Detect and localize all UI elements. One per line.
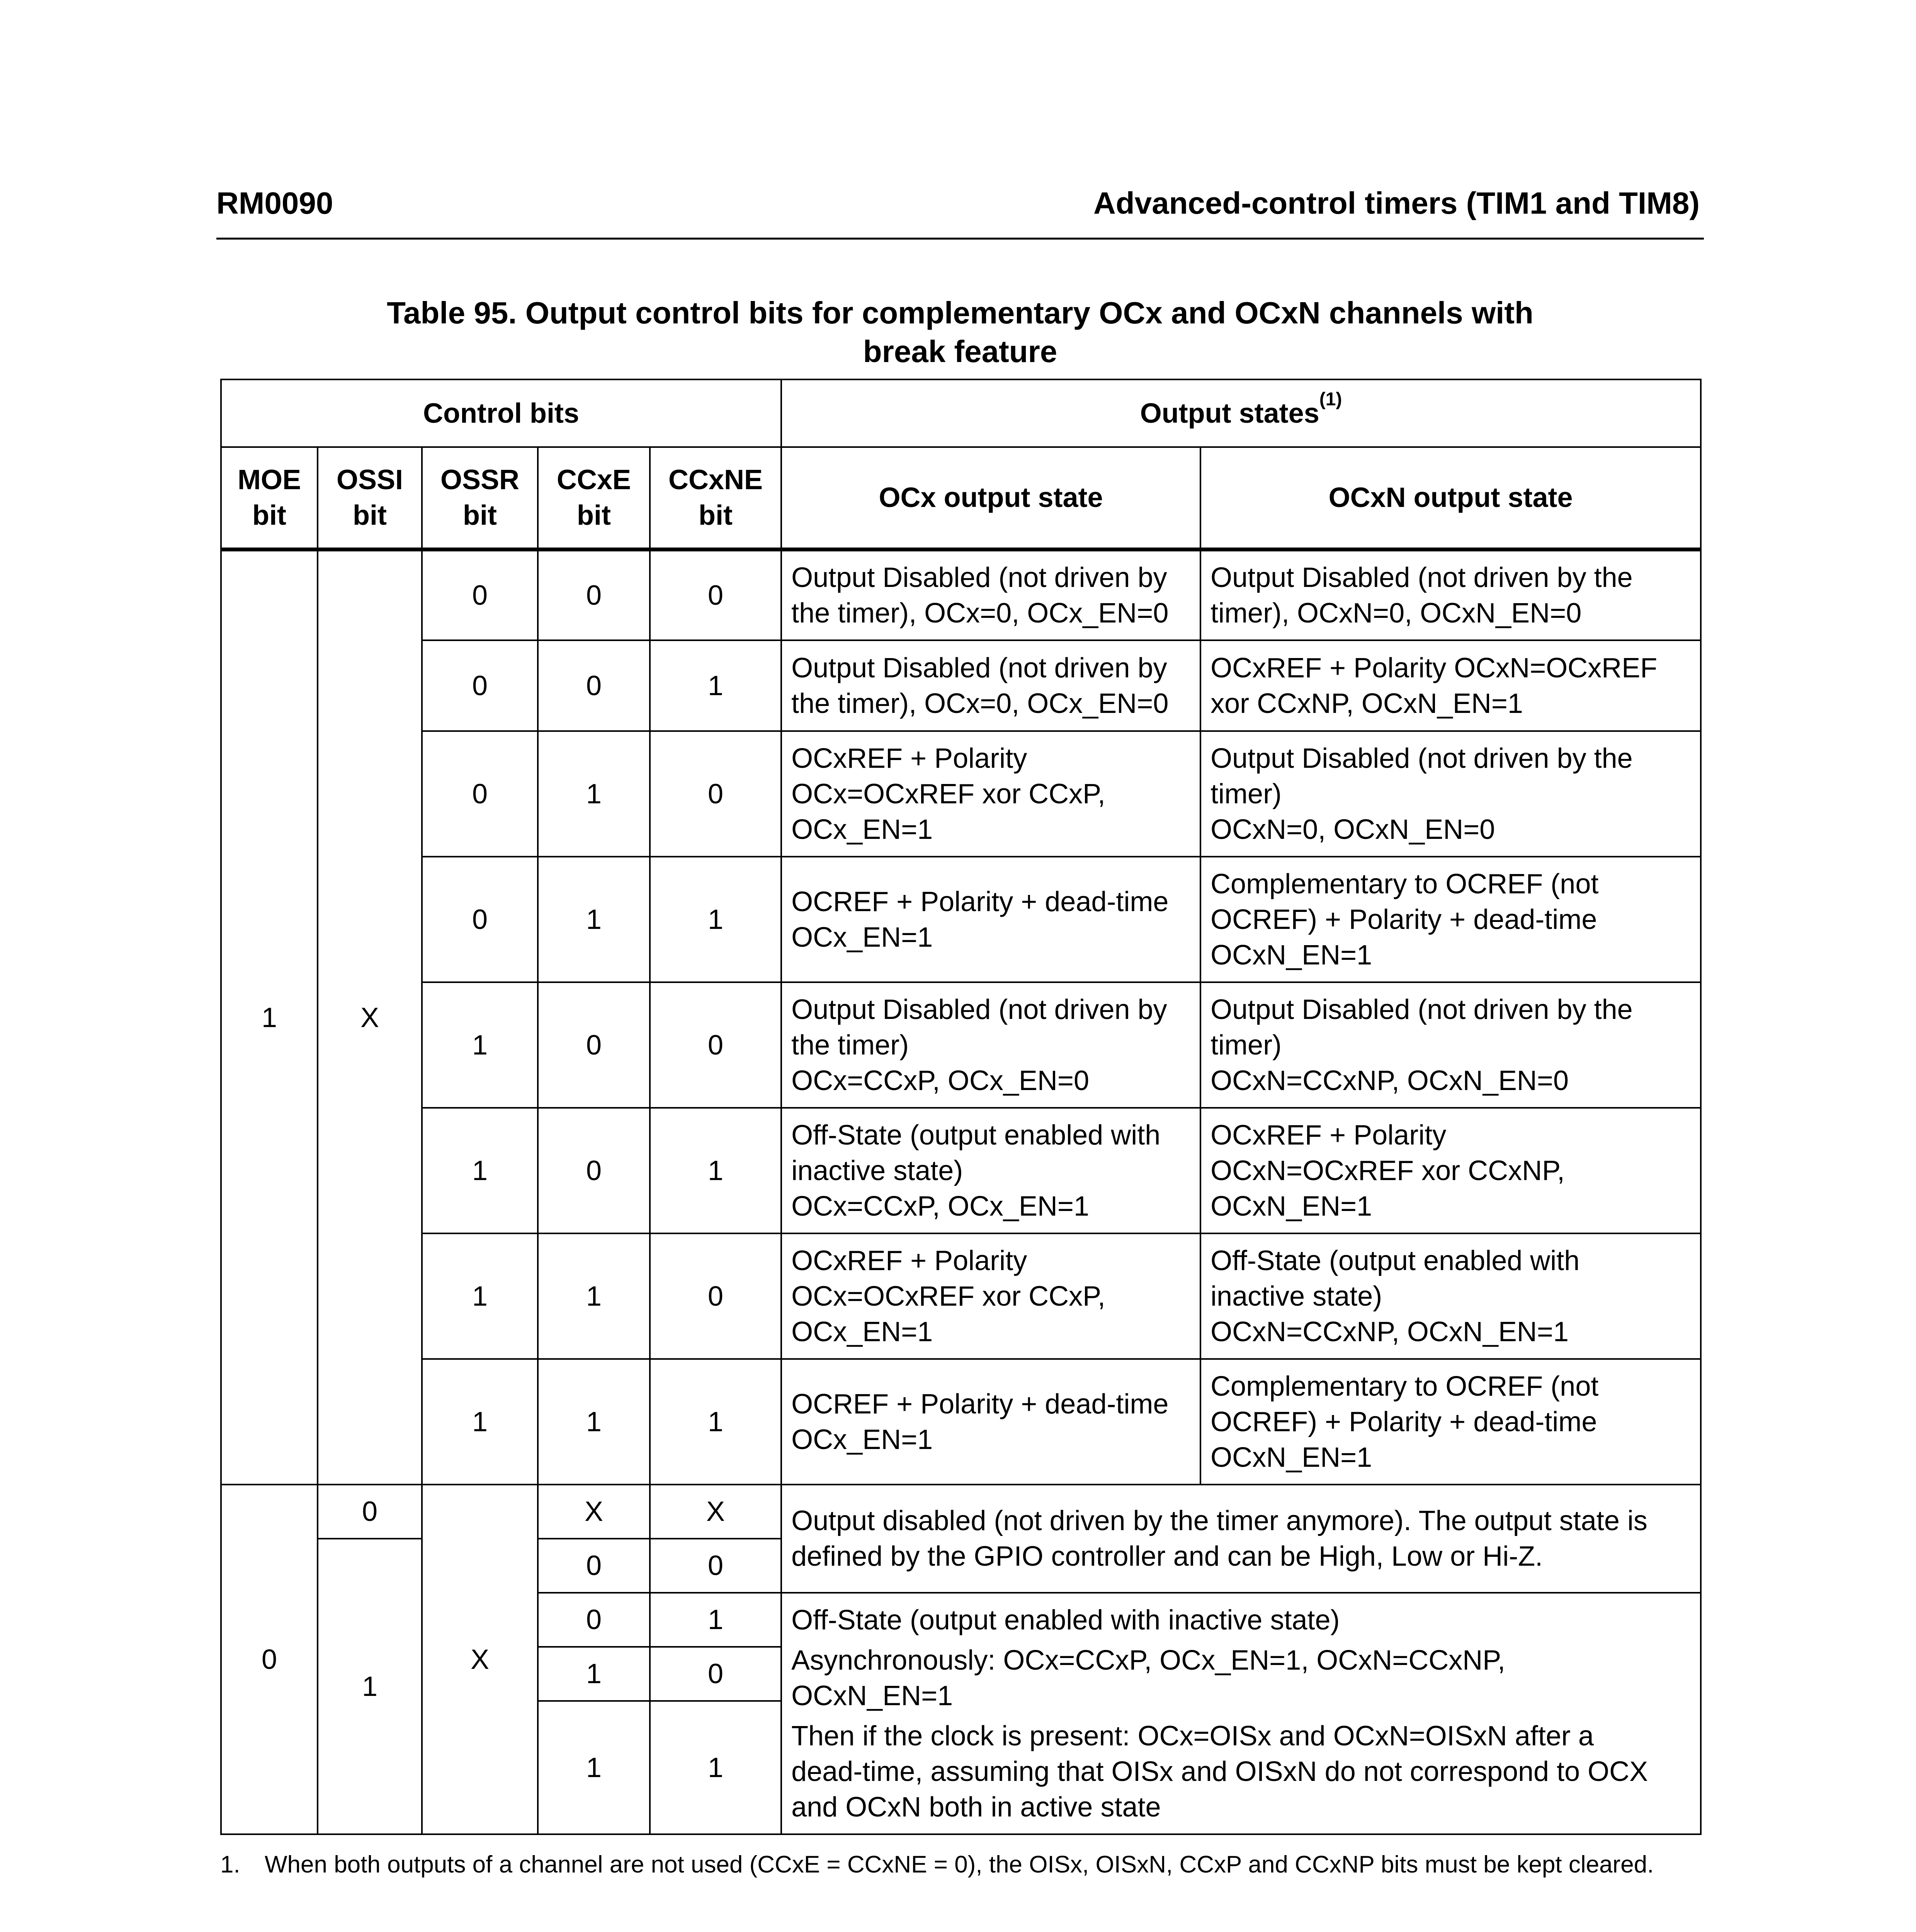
footnote-text: When both outputs of a channel are not used (CCxE = CCxNE = 0), the OISx, OISxN, CCxP and CCxNP bits must be kept cleared. <box>265 1851 1654 1878</box>
ossi-cell: X <box>318 549 422 1485</box>
ossr-cell: 0 <box>422 640 538 731</box>
table-caption-line-1: Table 95. Output control bits for complementary OCx and OCxN channels with <box>387 296 1533 330</box>
ossr-cell: X <box>422 1485 538 1834</box>
ccxne-cell: 1 <box>650 1593 781 1647</box>
ccxne-cell: X <box>650 1485 781 1539</box>
ccxe-cell: 0 <box>538 640 650 731</box>
ccxne-cell: 0 <box>650 1539 781 1593</box>
ccxe-cell: 0 <box>538 1108 650 1233</box>
ccxe-cell: 1 <box>538 857 650 982</box>
ccxe-cell: 0 <box>538 549 650 640</box>
col-header-ocx-output: OCx output state <box>781 447 1200 549</box>
ccxne-cell: 1 <box>650 1701 781 1834</box>
ccxne-cell: 0 <box>650 549 781 640</box>
ossr-cell: 1 <box>422 1108 538 1233</box>
footnote-number: 1. <box>220 1851 240 1878</box>
ccxe-cell: X <box>538 1485 650 1539</box>
ccxe-cell: 1 <box>538 1359 650 1485</box>
ccxne-cell: 1 <box>650 857 781 982</box>
table-row <box>221 1359 1701 1485</box>
output-disabled-state-cell: Output disabled (not driven by the timer anymore). The output state is defined by the GPIO controller and can be High, Low or Hi-Z. <box>781 1485 1701 1593</box>
ccxe-cell: 0 <box>538 982 650 1108</box>
table-row <box>221 1108 1701 1233</box>
col-header-ccxne: CCxNE bit <box>650 447 781 549</box>
table-row <box>221 857 1701 982</box>
ccxne-cell: 1 <box>650 1359 781 1485</box>
section-title: Advanced-control timers (TIM1 and TIM8) <box>1093 186 1700 220</box>
ocx-state-cell: Off-State (output enabled with inactive state) OCx=CCxP, OCx_EN=1 <box>781 1108 1200 1233</box>
ocx-state-cell: OCxREF + Polarity OCx=OCxREF xor CCxP, OCx_EN=1 <box>781 1233 1200 1359</box>
output-control-table <box>220 379 1702 1835</box>
ocx-state-cell: Output Disabled (not driven by the timer), OCx=0, OCx_EN=0 <box>781 549 1200 640</box>
off-state-cell: Off-State (output enabled with inactive state) Asynchronously: OCx=CCxP, OCx_EN=1, OCxN=CCxNP, OCxN_EN=1 Then if the clock is present: OCx=OISx and OCxN=OISxN after a dead-time, assuming that OISx and OISxN do not correspond to OCX and OCxN both in active state <box>781 1593 1701 1834</box>
ocxn-state-cell: OCxREF + Polarity OCxN=OCxREF xor CCxNP, OCxN_EN=1 <box>1200 640 1701 731</box>
ossr-cell: 1 <box>422 982 538 1108</box>
table-row <box>221 549 1701 640</box>
ccxe-cell: 0 <box>538 1539 650 1593</box>
ocxn-state-cell: Complementary to OCREF (not OCREF) + Polarity + dead-time OCxN_EN=1 <box>1200 1359 1701 1485</box>
ossr-cell: 0 <box>422 731 538 857</box>
ossi-cell: 0 <box>318 1485 422 1539</box>
ccxe-cell: 1 <box>538 731 650 857</box>
ccxe-cell: 1 <box>538 1647 650 1701</box>
ccxne-cell: 0 <box>650 982 781 1108</box>
col-header-moe: MOE bit <box>221 447 318 549</box>
ccxne-cell: 0 <box>650 1233 781 1359</box>
column-header-row <box>221 447 1701 549</box>
col-header-ccxe: CCxE bit <box>538 447 650 549</box>
ccxne-cell: 0 <box>650 1647 781 1701</box>
ossr-cell: 1 <box>422 1233 538 1359</box>
table-row <box>221 1485 1701 1539</box>
ocxn-state-cell: Output Disabled (not driven by the timer) OCxN=0, OCxN_EN=0 <box>1200 731 1701 857</box>
ccxe-cell: 1 <box>538 1233 650 1359</box>
ocx-state-cell: Output Disabled (not driven by the timer), OCx=0, OCx_EN=0 <box>781 640 1200 731</box>
moe-cell: 0 <box>221 1485 318 1834</box>
group-header-row <box>221 379 1701 447</box>
ccxe-cell: 1 <box>538 1701 650 1834</box>
ossr-cell: 0 <box>422 857 538 982</box>
group-header-output-states: Output states$^{(1)}$ <box>781 379 1701 447</box>
ocxn-state-cell: Output Disabled (not driven by the timer), OCxN=0, OCxN_EN=0 <box>1200 549 1701 640</box>
table-row <box>221 640 1701 731</box>
ocxn-state-cell: Off-State (output enabled with inactive state) OCxN=CCxNP, OCxN_EN=1 <box>1200 1233 1701 1359</box>
col-header-ossi: OSSI bit <box>318 447 422 549</box>
ocx-state-cell: OCREF + Polarity + dead-time OCx_EN=1 <box>781 1359 1200 1485</box>
ocx-state-cell: Output Disabled (not driven by the timer) OCx=CCxP, OCx_EN=0 <box>781 982 1200 1108</box>
ocxn-state-cell: OCxREF + Polarity OCxN=OCxREF xor CCxNP, OCxN_EN=1 <box>1200 1108 1701 1233</box>
ccxne-cell: 0 <box>650 731 781 857</box>
moe-cell: 1 <box>221 549 318 1485</box>
ossr-cell: 0 <box>422 549 538 640</box>
table-caption <box>216 294 1704 371</box>
group-header-control-bits: Control bits <box>221 379 781 447</box>
footnote-ref: (1) <box>1319 389 1342 410</box>
table-caption-line-2: break feature <box>863 334 1057 369</box>
ossi-cell: 1 <box>318 1539 422 1834</box>
table-row <box>221 731 1701 857</box>
ccxe-cell: 0 <box>538 1593 650 1647</box>
ocxn-state-cell: Output Disabled (not driven by the timer) OCxN=CCxNP, OCxN_EN=0 <box>1200 982 1701 1108</box>
ccxne-cell: 1 <box>650 640 781 731</box>
ocx-state-cell: OCxREF + Polarity OCx=OCxREF xor CCxP, OCx_EN=1 <box>781 731 1200 857</box>
col-header-ossr: OSSR bit <box>422 447 538 549</box>
ocx-state-cell: OCREF + Polarity + dead-time OCx_EN=1 <box>781 857 1200 982</box>
table-row <box>221 982 1701 1108</box>
document-id: RM0090 <box>216 186 333 220</box>
table-row <box>221 1233 1701 1359</box>
ocxn-state-cell: Complementary to OCREF (not OCREF) + Polarity + dead-time OCxN_EN=1 <box>1200 857 1701 982</box>
ccxne-cell: 1 <box>650 1108 781 1233</box>
header-rule <box>216 238 1704 240</box>
ossr-cell: 1 <box>422 1359 538 1485</box>
col-header-ocxn-output: OCxN output state <box>1200 447 1701 549</box>
